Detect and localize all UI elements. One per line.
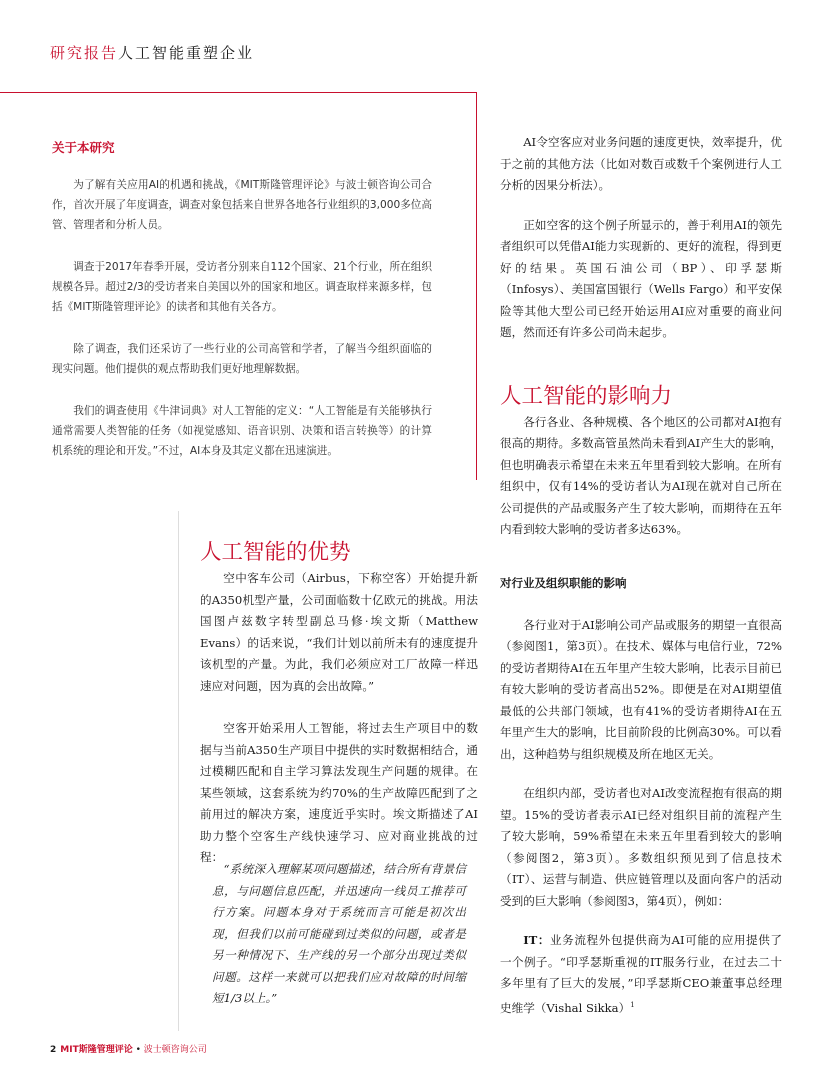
footer-publication: MIT斯隆管理评论 — [60, 1045, 133, 1055]
it-label: IT： — [523, 933, 550, 947]
page-number: 2 — [50, 1045, 57, 1055]
body-paragraph: 各行业对于AI影响公司产品或服务的期望一直很高（参阅图1，第3页）。在技术、媒体与电信行业，72%的受访者期待AI在五年里产生较大影响，比表示目前已有较大影响的受访者高出52%。即便是在对AI期望值最低的公共部门领域，也有41%的受访者期待AI在五年里产生大的影响，比目前阶段的比例高30%。可以看出，这种趋势与组织规模及所在地区无关。 — [500, 617, 782, 761]
body-paragraph: 各行各业、各种规模、各个地区的公司都对AI抱有很高的期待。多数高管虽然尚未看到AI产生大的影响，但也明确表示希望在未来五年里看到较大影响。在所有组织中，仅有14%的受访者认为AI现在就对自己所在公司提供的产品或服务产生了较大影响，而期待在五年内看到较大影响的受访者多达63%。 — [500, 414, 782, 536]
footnote-marker: 1 — [630, 1000, 635, 1009]
header-title: 人工智能重塑企业 — [118, 44, 255, 62]
body-paragraph: 空客开始采用人工智能，将过去生产项目中的数据与当前A350生产项目中提供的实时数据相结合，通过模糊匹配和自主学习算法发现生产问题的规律。在某些领域，这套系统为约70%的生产故障匹配到了之前用过的解决方案，速度近乎实时。埃文斯描述了AI助力整个空客生产线快速学习、应对商业挑战的过程： — [200, 721, 478, 864]
body-paragraph: 正如空客的这个例子所显示的，善于利用AI的领先者组织可以凭借AI能力实现新的、更好的流程，得到更好的结果。英国石油公司（BP）、印孚瑟斯（Infosys）、美国富国银行（Wells Fargo）和平安保险等其他大型公司已经开始运用AI应对重要的商业问题，然而还有许多公司尚未起步。 — [500, 217, 782, 339]
ai-impact-heading: 人工智能的影响力 — [500, 383, 673, 409]
about-box-top-rule — [0, 92, 476, 93]
ai-advantages-section — [200, 538, 478, 869]
about-paragraph: 我们的调查使用《牛津词典》对人工智能的定义：“人工智能是有关能够执行通常需要人类智能的任务（如视觉感知、语音识别、决策和语言转换等）的计算机系统的理论和开发。”不过，AI本身及其定义都在迅速演进。 — [52, 405, 432, 457]
about-paragraph: 除了调查，我们还采访了一些行业的公司高管和学者，了解当今组织面临的现实问题。他们提供的观点帮助我们更好地理解数据。 — [52, 343, 432, 375]
page-footer — [50, 1042, 207, 1055]
body-paragraph: 空中客车公司（Airbus，下称空客）开始提升新的A350机型产量，公司面临数十亿欧元的挑战。用法国图卢兹数字转型副总马修·埃文斯（Matthew Evans）的话来说，“我们计划以前所未有的速度提升该机型的产量。为此，我们必须应对工厂故障一样迅速应对问题，因为真的会出故障。” — [200, 571, 478, 693]
body-paragraph: 在组织内部，受访者也对AI改变流程抱有很高的期望。15%的受访者表示AI已经对组织目前的流程产生了较大影响，59%希望在未来五年里看到较大的影响（参阅图2，第3页）。多数组织预见到了信息技术（IT）、运营与制造、供应链管理以及面向客户的活动受到的巨大影响（参阅图3，第4页），例如： — [500, 786, 782, 908]
it-paragraph — [500, 930, 782, 1019]
footer-separator: • — [135, 1045, 141, 1055]
right-column — [500, 132, 782, 1019]
left-column-rule — [178, 511, 179, 1031]
header-series: 研究报告 — [50, 44, 119, 62]
footer-partner: 波士顿咨询公司 — [143, 1045, 207, 1055]
running-header — [50, 42, 254, 63]
body-paragraph: AI令空客应对业务问题的速度更快，效率提升，优于之前的其他方法（比如对数百或数千个案例进行人工分析的因果分析法）。 — [500, 135, 782, 192]
about-box-right-rule — [476, 92, 477, 480]
about-paragraph: 调查于2017年春季开展，受访者分别来自112个国家、21个行业，所在组织规模各异。超过2/3的受访者来自美国以外的国家和地区。调查取样来源多样，包括《MIT斯隆管理评论》的读者和其他有关各方。 — [52, 261, 432, 313]
pull-quote: “系统深入理解某项问题描述，结合所有背景信息，与问题信息匹配，并迅速向一线员工推荐可行方案。问题本身对于系统而言可能是初次出现，但我们以前可能碰到过类似的问题，或者是另一种情况下、生产线的另一个部分出现过类似问题。这样一来就可以把我们应对故障的时间缩短1/3以上。” — [212, 862, 466, 1005]
ai-advantages-heading: 人工智能的优势 — [200, 540, 351, 565]
about-paragraph: 为了解有关应用AI的机遇和挑战，《MIT斯隆管理评论》与波士顿咨询公司合作，首次开展了年度调查，调查对象包括来自世界各地各行业组织的3,000多位高管、管理者和分析人员。 — [52, 179, 432, 231]
industry-impact-subheading: 对行业及组织职能的影响 — [500, 575, 627, 590]
about-heading: 关于本研究 — [52, 140, 115, 155]
about-this-research-box — [52, 138, 432, 483]
it-text: 业务流程外包提供商为AI可能的应用提供了一个例子。“印孚瑟斯重视的IT服务行业，在过去二十多年里有了巨大的发展，”印孚瑟斯CEO兼董事总经理史维学（Vishal Sikka） — [500, 933, 782, 1015]
